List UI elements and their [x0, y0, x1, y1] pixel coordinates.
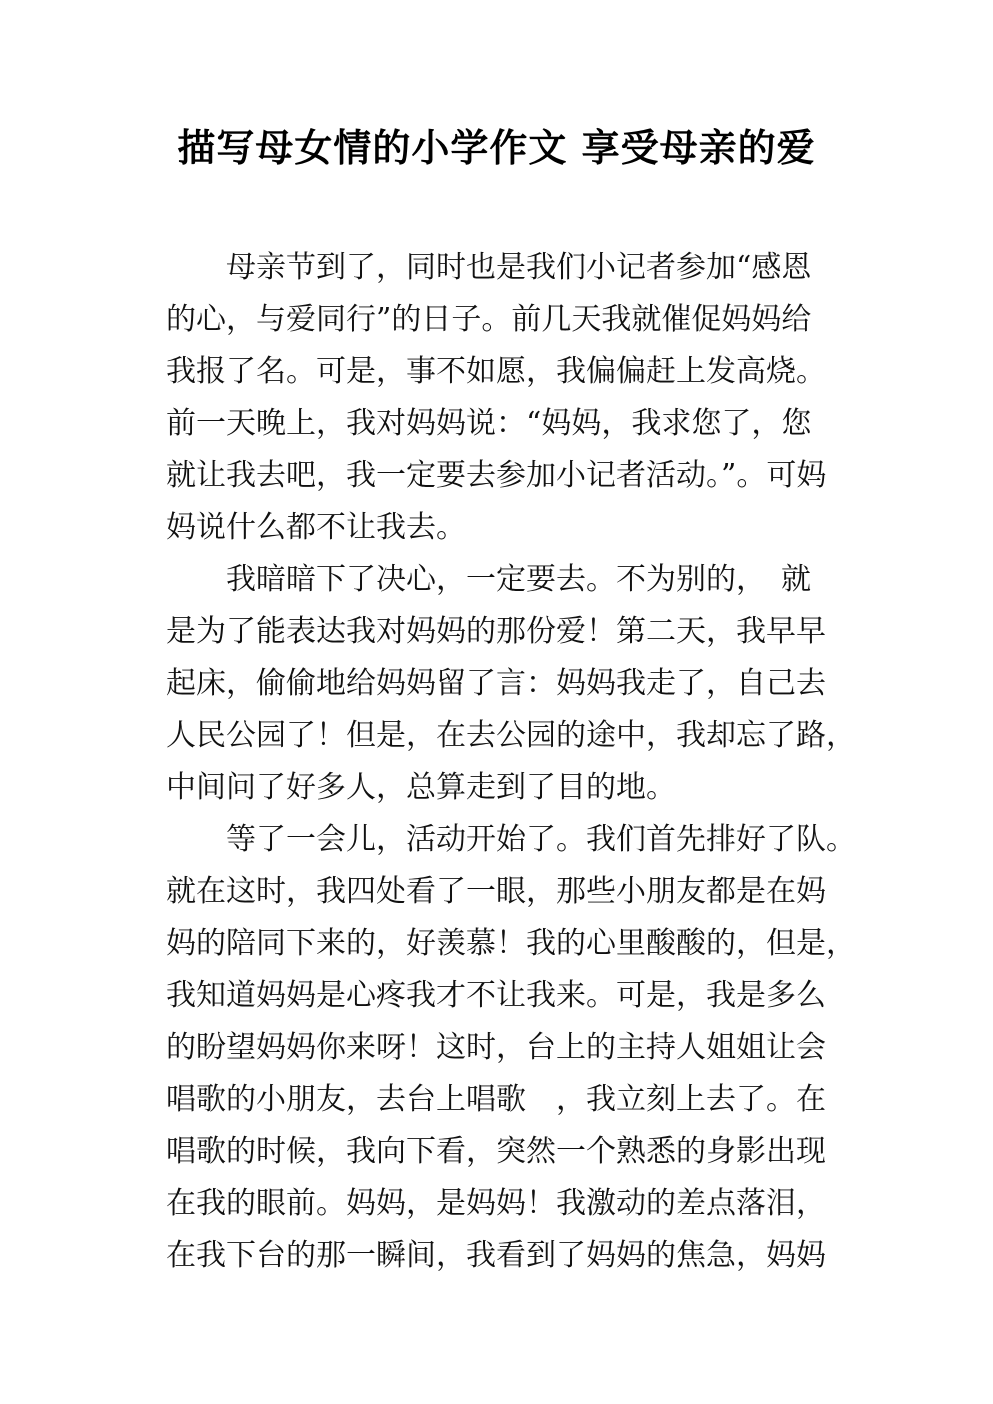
paragraph-2-line-4: 人民公园了！但是，在去公园的途中，我却忘了路，: [166, 718, 856, 753]
paragraph-3-line-5: 的盼望妈妈你来呀！这时，台上的主持人姐姐让会: [166, 1030, 826, 1065]
paragraph-3-line-2: 就在这时，我四处看了一眼，那些小朋友都是在妈: [166, 874, 826, 909]
paragraph-1-line-2: 的心，与爱同行”的日子。前几天我就催促妈妈给: [166, 302, 812, 337]
paragraph-1-line-1: 母亲节到了，同时也是我们小记者参加“感恩: [226, 250, 812, 285]
paragraph-2-line-1: 我暗暗下了决心，一定要去。不为别的， 就: [226, 562, 811, 597]
paragraph-3-line-6: 唱歌的小朋友，去台上唱歌 ，我立刻上去了。在: [166, 1082, 826, 1117]
paragraph-3-line-7: 唱歌的时候，我向下看，突然一个熟悉的身影出现: [166, 1134, 826, 1169]
paragraph-1-line-3: 我报了名。可是，事不如愿，我偏偏赶上发高烧。: [166, 354, 826, 389]
paragraph-1-line-4: 前一天晚上，我对妈妈说：“妈妈，我求您了，您: [166, 406, 812, 441]
paragraph-2-line-2: 是为了能表达我对妈妈的那份爱！第二天，我早早: [166, 614, 826, 649]
page-title: 描写母女情的小学作文 享受母亲的爱: [177, 126, 816, 170]
paragraph-3-line-9: 在我下台的那一瞬间，我看到了妈妈的焦急，妈妈: [166, 1238, 826, 1273]
paragraph-3-line-4: 我知道妈妈是心疼我才不让我来。可是，我是多么: [166, 978, 826, 1013]
paragraph-3-line-3: 妈的陪同下来的，好羡慕！我的心里酸酸的，但是，: [166, 926, 856, 961]
paragraph-1-line-6: 妈说什么都不让我去。: [166, 510, 466, 545]
paragraph-2-line-5: 中间问了好多人，总算走到了目的地。: [166, 770, 676, 805]
paragraph-2-line-3: 起床，偷偷地给妈妈留了言：妈妈我走了，自己去: [166, 666, 826, 701]
essay-body: [166, 242, 856, 1282]
paragraph-3-line-8: 在我的眼前。妈妈，是妈妈！我激动的差点落泪，: [166, 1186, 826, 1221]
paragraph-1-line-5: 就让我去吧，我一定要去参加小记者活动。”。可妈: [166, 458, 827, 493]
paragraph-3-line-1: 等了一会儿，活动开始了。我们首先排好了队。: [226, 822, 856, 857]
